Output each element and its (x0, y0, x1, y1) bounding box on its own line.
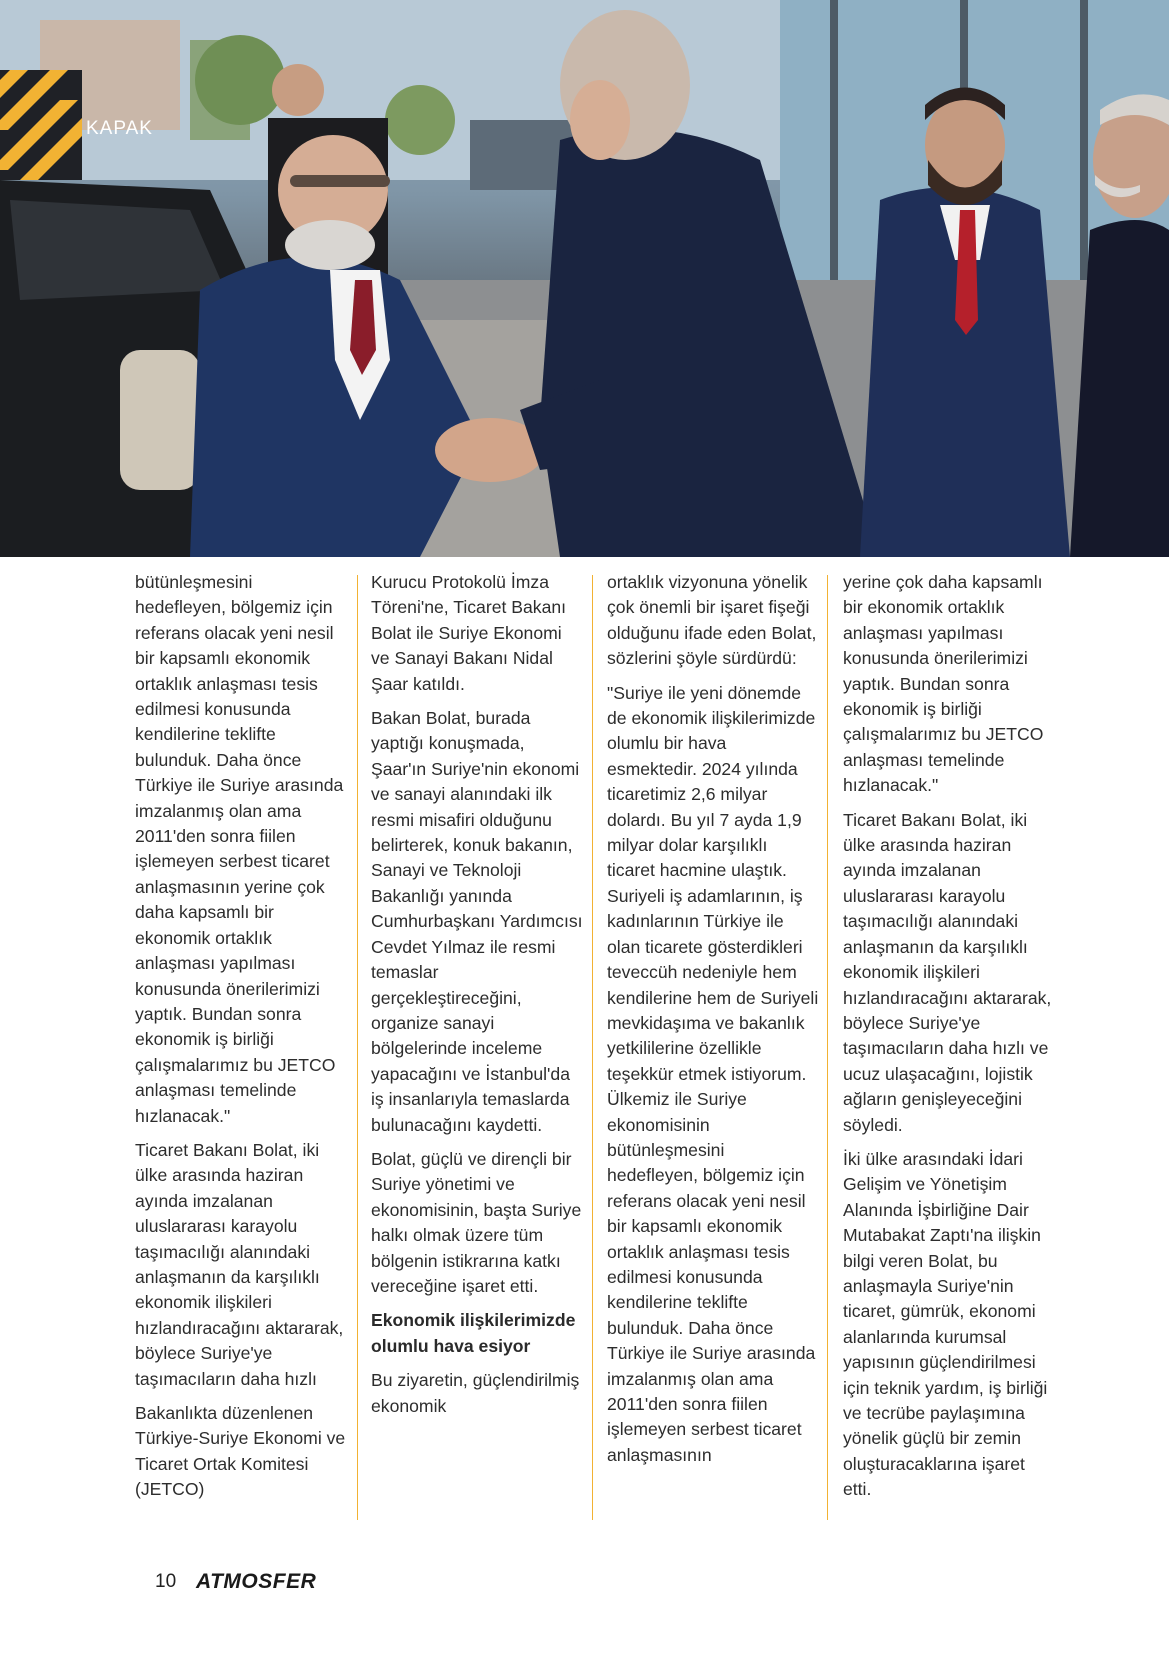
paragraph: Bakanlıkta düzenlenen Türkiye-Suriye Ekonomi ve Ticaret Ortak Komitesi (JETCO) (135, 1403, 346, 1500)
cover-photo (0, 0, 1169, 557)
section-label: KAPAK (86, 118, 153, 139)
paragraph: "Suriye ile yeni dönemde de ekonomik ilişkilerimizde olumlu bir hava esmektedir. 2024 yılında ticaretimiz 2,6 milyar dolardı. Bu yıl 7 ayda 1,9 milyar dolar karşılıklı ticaret hacmine ulaştık. Suriyeli iş adamlarının, iş kadınlarının Türkiye ile olan ticarete gösterdikleri teveccüh nedeniyle hem kendilerine hem de Suriyeli mevkidaşıma ve bakanlık yetkililerine özellikle teşekkür etmek istiyorum. Ülkemiz ile Suriye ekonomisinin bütünleşmesini hedefleyen, bölgemiz için referans olacak yeni nesil bir kapsamlı ekonomik ortaklık anlaşması tesis edilmesi konusunda kendilerine teklifte bulunduk. Daha önce Türkiye ile Suriye arasında imzalanmış olan ama 2011'den sonra fiilen işlemeyen serbest ticaret anlaşmasının (607, 682, 819, 1465)
column-divider (827, 575, 828, 1520)
paragraph: Ticaret Bakanı Bolat, iki ülke arasında haziran ayında imzalanan uluslararası karayolu taşımacılığı alanındaki anlaşmanın da karşılıklı ekonomik ilişkileri hızlandıracağını aktararak, böylece Suriye'ye taşımacıların daha hızlı (135, 1139, 344, 1389)
article-column-2 (371, 570, 584, 1428)
paragraph: Bu ziyaretin, güçlendirilmiş ekonomik (371, 1370, 580, 1416)
paragraph: ortaklık vizyonuna yönelik çok önemli bir işaret fişeği olduğunu ifade eden Bolat, sözlerini şöyle sürdürdü: (607, 572, 817, 669)
paragraph: yerine çok daha kapsamlı bir ekonomik ortaklık anlaşması yapılması konusunda önerilerimizi yaptık. Bundan sonra ekonomik iş birliği çalışmalarımız bu JETCO anlaşması temelinde hızlanacak." (843, 572, 1044, 796)
column-divider (592, 575, 593, 1520)
section-tag-stripes (0, 70, 82, 180)
paragraph: İki ülke arasındaki İdari Gelişim ve Yönetişim Alanında İşbirliğine Dair Mutabakat Zaptı'na ilişkin bilgi veren Bolat, bu anlaşmayla Suriye'nin ticaret, gümrük, ekonomi alanlarında kurumsal yapısının güçlendirilmesi için teknik yardım, iş birliği ve tecrübe paylaşımına yönelik güçlü bir zemin oluşturacaklarına işaret etti. (843, 1148, 1048, 1500)
column-divider (357, 575, 358, 1520)
paragraph: bütünleşmesini hedefleyen, bölgemiz için referans olacak yeni nesil bir kapsamlı ekonomik ortaklık anlaşması tesis edilmesi konusunda kendilerine teklifte bulunduk. Daha önce Türkiye ile Suriye arasında imzalanmış olan ama 2011'den sonra fiilen işlemeyen serbest ticaret anlaşmasının yerine çok daha kapsamlı bir ekonomik ortaklık anlaşması yapılması konusunda önerilerimizi yaptık. Bundan sonra ekonomik iş birliği çalışmalarımız bu JETCO anlaşması temelinde hızlanacak." (135, 572, 344, 1126)
article-column-3 (607, 570, 820, 1477)
paragraph: Kurucu Protokolü İmza Töreni'ne, Ticaret Bakanı Bolat ile Suriye Ekonomi ve Sanayi Bakanı Nidal Şaar katıldı. (371, 572, 567, 694)
paragraph: Bakan Bolat, burada yaptığı konuşmada, Şaar'ın Suriye'nin ekonomi ve sanayi alanındaki ilk resmi misafiri olduğunu belirterek, konuk bakanın, Sanayi ve Teknoloji Bakanlığı yanında Cumhurbaşkanı Yardımcısı Cevdet Yılmaz ile resmi temaslar gerçekleştireceğini, organize sanayi bölgelerinde inceleme yapacağını ve İstanbul'da iş insanlarıyla temaslarda bulunacağını kaydetti. (371, 708, 583, 1135)
paragraph: Ticaret Bakanı Bolat, iki ülke arasında haziran ayında imzalanan uluslararası karayolu taşımacılığı alanındaki anlaşmanın da karşılıklı ekonomik ilişkileri hızlandıracağını aktararak, böylece Suriye'ye taşımacıların daha hızlı ve ucuz ulaşacağını, lojistik ağların genişleyeceğini söyledi. (843, 809, 1052, 1135)
paragraph: Bolat, güçlü ve dirençli bir Suriye yönetimi ve ekonomisinin, başta Suriye halkı olmak üzere tüm bölgenin istikrarına katkı vereceğine işaret etti. (371, 1148, 582, 1296)
subheading: Ekonomik ilişkilerimizde olumlu hava esiyor (371, 1310, 576, 1356)
article-column-4 (843, 570, 1056, 1512)
stripes-icon (0, 70, 82, 180)
article-column-1 (135, 570, 348, 1512)
page-number: 10 (155, 1571, 177, 1592)
magazine-logo: ATMOSFER (196, 1570, 317, 1593)
handshake-photo-illustration (0, 0, 1169, 557)
